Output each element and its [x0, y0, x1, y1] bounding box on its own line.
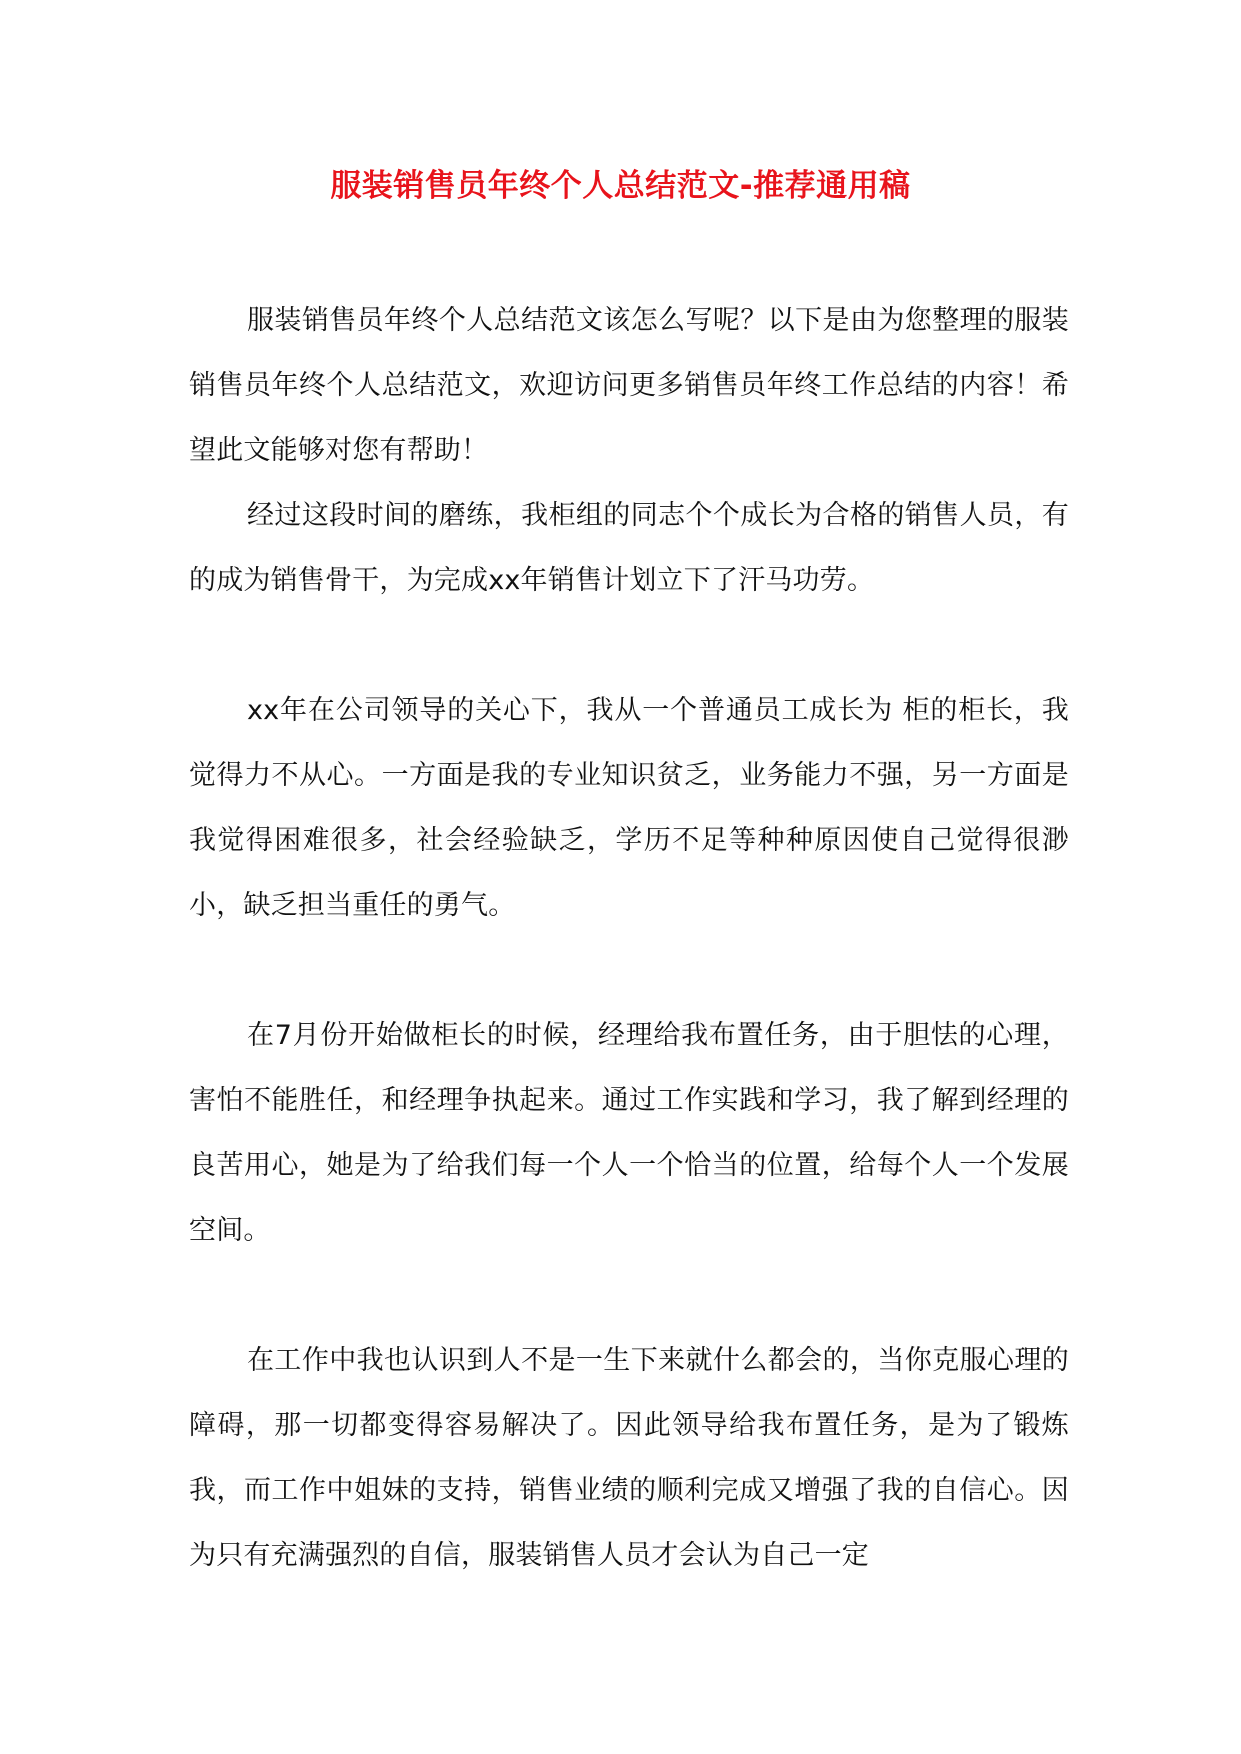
paragraph-1: 经过这段时间的磨练，我柜组的同志个个成长为合格的销售人员，有的成为销售骨干，为完成xx年销售计划立下了汗马功劳。 [189, 500, 1069, 596]
paragraph-3: 在7月份开始做柜长的时候，经理给我布置任务，由于胆怯的心理，害怕不能胜任，和经理争执起来。通过工作实践和学习，我了解到经理的良苦用心，她是为了给我们每一个人一个恰当的位置，给每个人一个发展空间。 [189, 1020, 1069, 1246]
paragraph-4: 在工作中我也认识到人不是一生下来就什么都会的，当你克服心理的障碍，那一切都变得容易解决了。因此领导给我布置任务，是为了锻炼我，而工作中姐妹的支持，销售业绩的顺利完成又增强了我的自信心。因为只有充满强烈的自信，服装销售人员才会认为自己一定 [189, 1345, 1069, 1571]
paragraph-spacer [189, 1263, 1069, 1328]
document-title: 服装销售员年终个人总结范文-推荐通用稿 [330, 168, 911, 204]
paragraph-spacer [189, 938, 1069, 1003]
document-body [189, 288, 1069, 1588]
paragraph-2: xx年在公司领导的关心下，我从一个普通员工成长为 柜的柜长，我觉得力不从心。一方面是我的专业知识贫乏，业务能力不强，另一方面是我觉得困难很多，社会经验缺乏，学历不足等种种原因使自己觉得很渺小，缺乏担当重任的勇气。 [189, 695, 1069, 921]
paragraph-intro: 服装销售员年终个人总结范文该怎么写呢？以下是由为您整理的服装销售员年终个人总结范文，欢迎访问更多销售员年终工作总结的内容！希望此文能够对您有帮助！ [189, 305, 1069, 466]
paragraph-spacer [189, 613, 1069, 678]
